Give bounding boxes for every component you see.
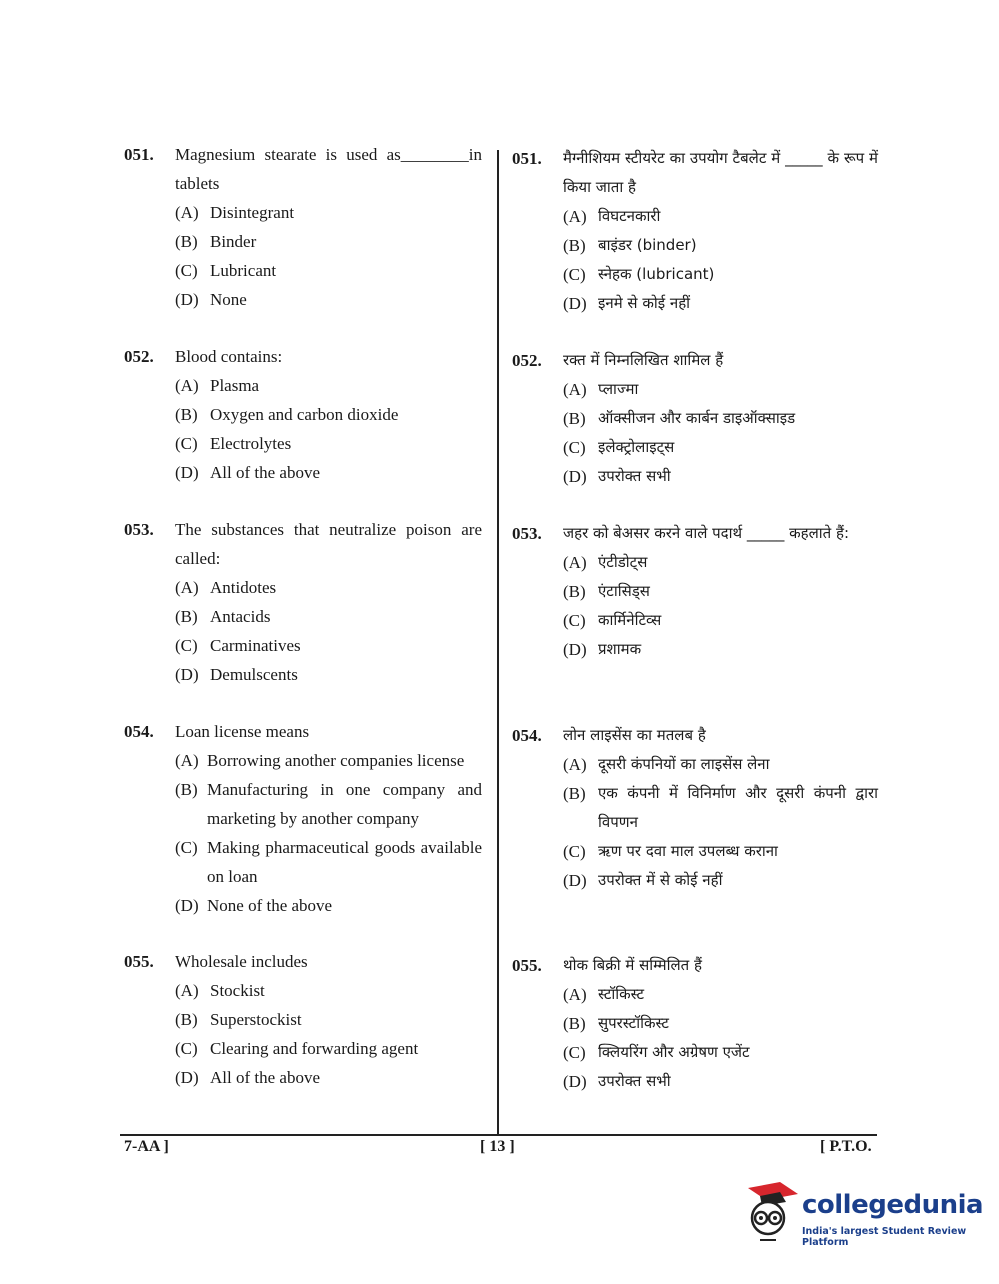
question-054-en: [124, 717, 482, 920]
option-label: (C): [563, 611, 586, 630]
option-text: Oxygen and carbon dioxide: [210, 405, 399, 424]
option-text: Clearing and forwarding agent: [210, 1039, 419, 1058]
question-text: The substances that neutralize poison are called:: [175, 520, 482, 568]
option-label: (C): [175, 838, 198, 857]
option-text: Binder: [210, 232, 257, 251]
option-text: इलेक्ट्रोलाइट्स: [598, 438, 675, 456]
question-number: 051.: [124, 145, 154, 164]
option-text: एक कंपनी में विनिर्माण और दूसरी कंपनी द्वारा विपणन: [598, 784, 878, 831]
option-text: All of the above: [210, 1068, 320, 1087]
question-053-hi: [512, 519, 878, 664]
option-label: (B): [563, 784, 586, 803]
pto-label: [ P.T.O.: [820, 1138, 872, 1155]
option-text: क्लियरिंग और अग्रेषण एजेंट: [598, 1043, 750, 1061]
option-text: Plasma: [210, 376, 260, 395]
question-text: Blood contains:: [175, 347, 283, 366]
option-label: (A): [563, 380, 587, 399]
option-text: None: [210, 290, 247, 309]
option-text: प्लाज्मा: [598, 380, 639, 398]
option-text: सुपरस्टॉकिस्ट: [598, 1014, 669, 1032]
option-label: (B): [175, 405, 198, 424]
question-text: Magnesium stearate is used as________in tablets: [175, 145, 482, 193]
option-label: (D): [175, 463, 199, 482]
option-label: (D): [175, 1068, 199, 1087]
question-number: 055.: [124, 952, 154, 971]
mascot-icon: [740, 1180, 800, 1244]
option-label: (A): [563, 985, 587, 1004]
question-text: लोन लाइसेंस का मतलब है: [563, 726, 706, 744]
option-label: (A): [563, 553, 587, 572]
question-number: 053.: [512, 524, 542, 543]
paper-code: 7-AA ]: [124, 1138, 169, 1155]
option-text: Demulscents: [210, 665, 298, 684]
option-text: Carminatives: [210, 636, 301, 655]
option-label: (D): [175, 665, 199, 684]
option-label: (C): [175, 636, 198, 655]
question-055-en: [124, 947, 482, 1092]
option-text: बाइंडर (binder): [598, 236, 697, 254]
option-text: एंटासिड्स: [598, 582, 650, 600]
option-text: Antidotes: [210, 578, 277, 597]
option-text: उपरोक्त में से कोई नहीं: [598, 871, 723, 889]
option-text: इनमे से कोई नहीं: [598, 294, 691, 312]
option-text: दूसरी कंपनियों का लाइसेंस लेना: [598, 755, 770, 773]
question-text: जहर को बेअसर करने वाले पदार्थ _____ कहलाते हैं:: [563, 524, 850, 542]
option-text: विघटनकारी: [598, 207, 661, 225]
option-label: (C): [175, 261, 198, 280]
option-text: Lubricant: [210, 261, 277, 280]
column-divider: [497, 150, 499, 1135]
question-052-en: [124, 342, 482, 487]
question-051-en: [124, 140, 482, 314]
option-label: (A): [563, 755, 587, 774]
option-label: (D): [175, 896, 199, 915]
option-text: स्नेहक (lubricant): [598, 265, 715, 283]
question-number: 051.: [512, 149, 542, 168]
question-text: थोक बिक्री में सम्मिलित हैं: [563, 956, 702, 974]
option-text: Antacids: [210, 607, 271, 626]
option-label: (C): [563, 842, 586, 861]
question-number: 052.: [512, 351, 542, 370]
question-text: Loan license means: [175, 722, 310, 741]
option-label: (A): [175, 376, 199, 395]
option-label: (B): [563, 1014, 586, 1033]
option-text: Borrowing another companies license: [207, 751, 465, 770]
option-text: एंटीडोट्स: [598, 553, 648, 571]
option-label: (D): [563, 871, 587, 890]
option-text: उपरोक्त सभी: [598, 467, 671, 485]
option-label: (B): [175, 607, 198, 626]
question-number: 053.: [124, 520, 154, 539]
question-text: रक्त में निम्नलिखित शामिल हैं: [563, 351, 724, 369]
option-label: (B): [175, 1010, 198, 1029]
option-label: (D): [563, 640, 587, 659]
option-text: Stockist: [210, 981, 265, 1000]
option-text: Manufacturing in one company and marketing by another company: [207, 780, 482, 828]
footer-rule: [120, 1134, 877, 1136]
option-label: (C): [563, 265, 586, 284]
option-text: Disintegrant: [210, 203, 295, 222]
question-054-hi: [512, 721, 878, 895]
question-number: 055.: [512, 956, 542, 975]
page-number: [ 13 ]: [480, 1138, 515, 1155]
option-label: (A): [175, 981, 199, 1000]
option-text: Making pharmaceutical goods available on loan: [207, 838, 482, 886]
option-label: (A): [563, 207, 587, 226]
option-label: (A): [175, 203, 199, 222]
option-label: (D): [175, 290, 199, 309]
option-text: प्रशामक: [598, 640, 642, 658]
option-label: (A): [175, 578, 199, 597]
question-053-en: [124, 515, 482, 689]
question-number: 054.: [124, 722, 154, 741]
option-text: None of the above: [207, 896, 333, 915]
question-text: Wholesale includes: [175, 952, 308, 971]
question-052-hi: [512, 346, 878, 491]
logo-wordmark: collegedunia: [802, 1190, 984, 1220]
option-label: (B): [563, 409, 586, 428]
logo-tagline: India's largest Student Review Platform: [802, 1226, 967, 1248]
question-number: 054.: [512, 726, 542, 745]
option-text: All of the above: [210, 463, 320, 482]
option-label: (B): [175, 232, 198, 251]
option-label: (A): [175, 751, 199, 770]
option-label: (B): [175, 780, 198, 799]
option-label: (B): [563, 582, 586, 601]
collegedunia-logo: [740, 1180, 984, 1250]
option-text: कार्मिनेटिव्स: [598, 611, 662, 629]
option-label: (D): [563, 294, 587, 313]
option-text: ऑक्सीजन और कार्बन डाइऑक्साइड: [598, 409, 796, 427]
option-label: (D): [563, 1072, 587, 1091]
option-text: उपरोक्त सभी: [598, 1072, 671, 1090]
option-text: Electrolytes: [210, 434, 292, 453]
option-label: (C): [563, 1043, 586, 1062]
option-label: (C): [175, 1039, 198, 1058]
option-label: (C): [175, 434, 198, 453]
option-label: (D): [563, 467, 587, 486]
option-label: (B): [563, 236, 586, 255]
question-055-hi: [512, 951, 878, 1096]
option-text: ऋण पर दवा माल उपलब्ध कराना: [598, 842, 778, 860]
question-text: मैग्नीशियम स्टीयरेट का उपयोग टैबलेट में _____ के रूप में किया जाता है: [563, 149, 878, 196]
question-051-hi: [512, 144, 878, 318]
option-text: Superstockist: [210, 1010, 302, 1029]
option-label: (C): [563, 438, 586, 457]
option-text: स्टॉकिस्ट: [598, 985, 645, 1003]
question-number: 052.: [124, 347, 154, 366]
